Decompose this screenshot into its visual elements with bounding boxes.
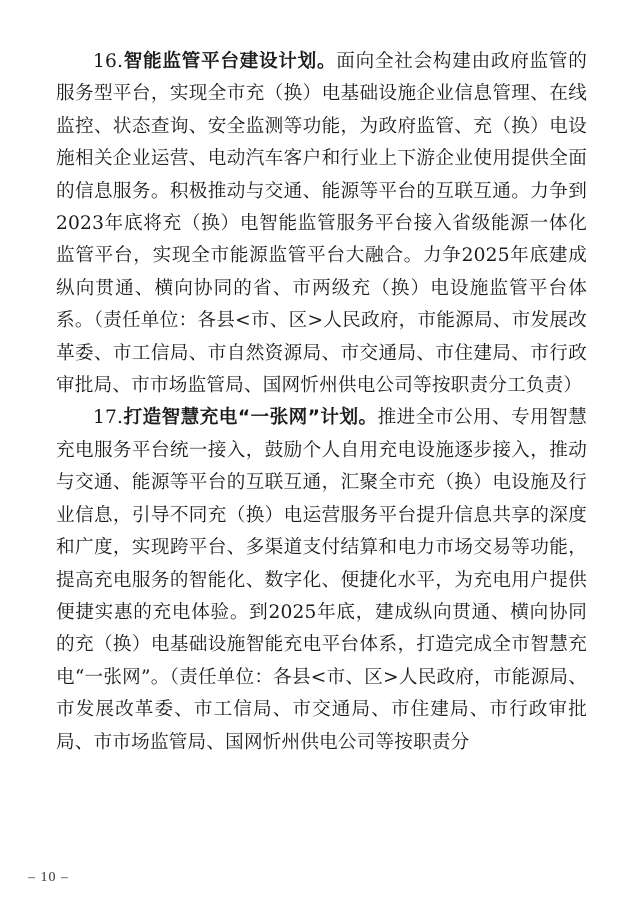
document-body <box>56 46 587 759</box>
page-number: – 10 – <box>28 870 69 885</box>
section-16-heading-end: 。 <box>316 51 337 72</box>
section-17-heading: 打造智慧充电“一张网”计划 <box>123 407 359 429</box>
section-17-number: 17. <box>93 407 124 429</box>
section-16-heading: 智能监管平台建设计划 <box>123 51 317 72</box>
section-17-heading-end: 。 <box>358 407 378 429</box>
section-17-body: 推进全市公用、专用智慧充电服务平台统一接入，鼓励个人自用充电设施逐步接入，推动与交通、能源等平台的互联互通，汇聚全市充（换）电设施及行业信息，引导不同充（换）电运营服务平台提升信息共享的深度和广度，实现跨平台、多渠道支付结算和电力市场交易等功能，提高充电服务的智能化、数字化、便捷化水平，为充电用户提供便捷实惠的充电体验。到2025年底，建成纵向贯通、横向协同的充（换）电基础设施智能充电平台体系，打造完成全市智慧充电“一张网”。（责任单位：各县<市、区>人民政府，市能源局、市发展改革委、市工信局、市交通局、市住建局、市行政审批局、市市场监管局、国网忻州供电公司等按职责分 <box>56 407 588 753</box>
section-16-number: 16. <box>93 51 124 72</box>
section-17-paragraph <box>56 402 587 758</box>
section-16-paragraph <box>56 46 587 402</box>
section-16-body: 面向全社会构建由政府监管的服务型平台，实现全市充（换）电基础设施企业信息管理、在线监控、状态查询、安全监测等功能，为政府监管、充（换）电设施相关企业运营、电动汽车客户和行业上下游企业使用提供全面的信息服务。积极推动与交通、能源等平台的互联互通。力争到2023年底将充（换）电智能监管服务平台接入省级能源一体化监管平台，实现全市能源监管平台大融合。力争2025年底建成纵向贯通、横向协同的省、市两级充（换）电设施监管平台体系。（责任单位：各县<市、区>人民政府，市能源局、市发展改革委、市工信局、市自然资源局、市交通局、市住建局、市行政审批局、市市场监管局、国网忻州供电公司等按职责分工负责） <box>56 51 587 397</box>
